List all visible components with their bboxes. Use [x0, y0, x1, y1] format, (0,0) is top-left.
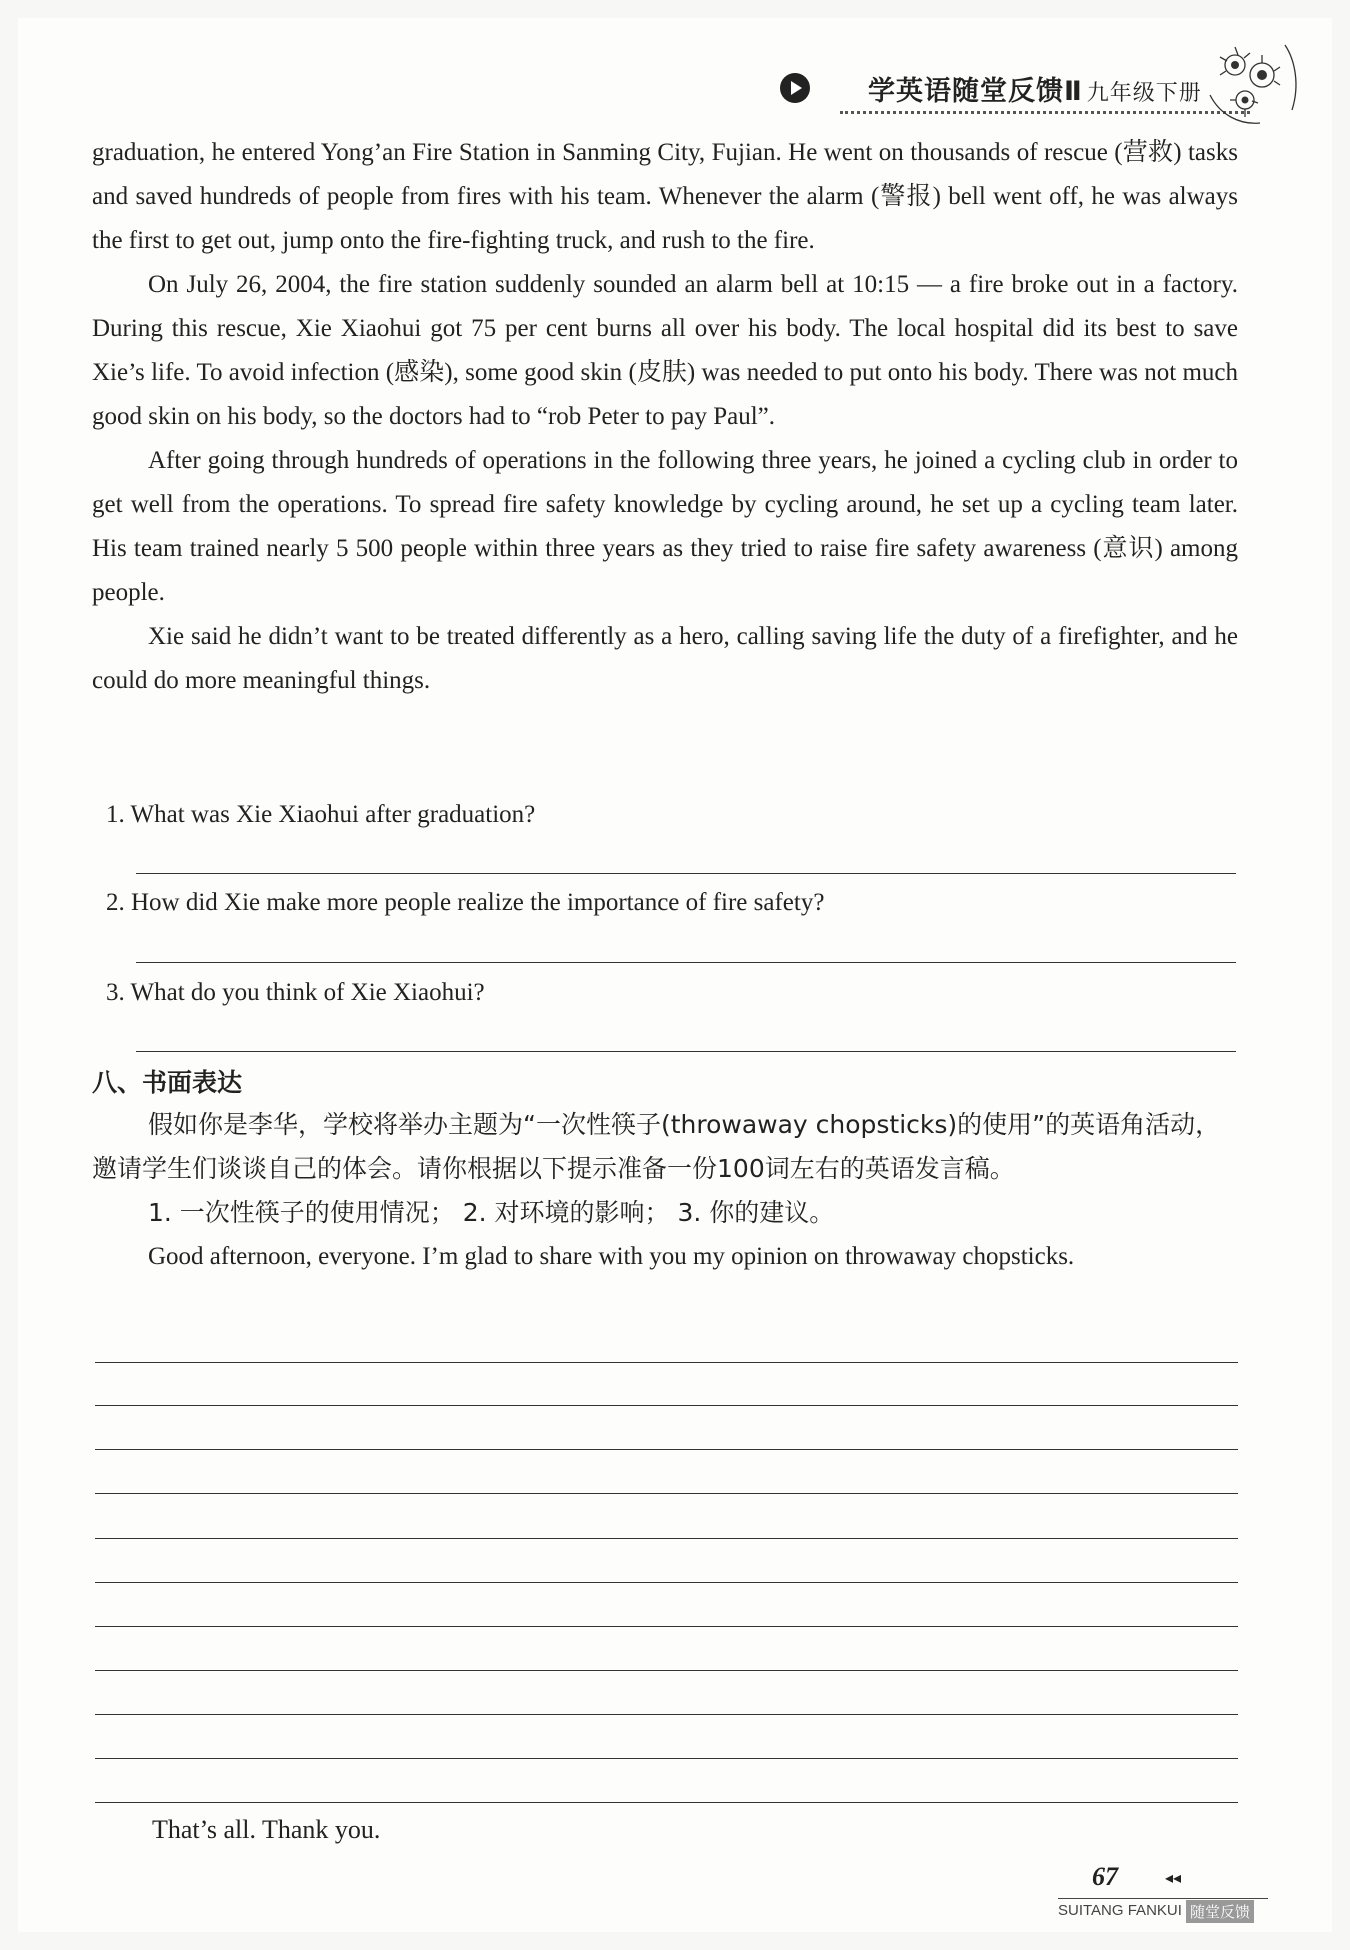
answer-line[interactable] [136, 873, 1236, 874]
question-2: 2. How did Xie make more people realize the importance of fire safety? [106, 889, 825, 916]
opening-sentence: Good afternoon, everyone. I’m glad to share with you my opinion on throwaway chopsticks. [148, 1243, 1075, 1270]
passage-paragraph: graduation, he entered Yong’an Fire Station in Sanming City, Fujian. He went on thousands of rescue (营救) tasks and saved hundreds of people from fires with his team. Whenever the alarm (警报) bell went off, he was always the first to get out, jump onto the fire-fighting truck, and rush to the fire. [92, 139, 1238, 254]
closing-sentence: That’s all. Thank you. [152, 1815, 381, 1844]
passage-paragraph: On July 26, 2004, the fire station suddenly sounded an alarm bell at 10:15 — a fire broke out in a factory. During this rescue, Xie Xiaohui got 75 per cent burns all over his body. The local hospital did its best to save Xie’s life. To avoid infection (感染), some good skin (皮肤) was needed to put onto his body. There was not much good skin on his body, so the doctors had to “rob Peter to pay Paul”. [92, 271, 1238, 430]
answer-line[interactable] [136, 1051, 1236, 1052]
writing-line[interactable] [95, 1405, 1238, 1406]
passage-paragraph: Xie said he didn’t want to be treated differently as a hero, calling saving life the duty of a firefighter, and he could do more meaningful things. [92, 623, 1238, 694]
header-divider [840, 111, 1250, 114]
writing-line[interactable] [95, 1538, 1238, 1539]
passage-paragraph: After going through hundreds of operations in the following three years, he joined a cycling club in order to get well from the operations. To spread fire safety knowledge by cycling around, he set up a cycling team later. His team trained nearly 5 500 people within three years as they tried to raise fire safety awareness (意识) among people. [92, 447, 1238, 606]
book-subtitle: 九年级下册 [1086, 81, 1202, 106]
arrows-icon: ◂◂ [1165, 1870, 1182, 1887]
footer-badge: 随堂反馈 [1186, 1900, 1254, 1923]
play-icon [780, 73, 810, 103]
reading-passage [92, 131, 1238, 703]
writing-line[interactable] [95, 1670, 1238, 1671]
question-1: 1. What was Xie Xiaohui after graduation? [106, 801, 536, 828]
writing-line[interactable] [95, 1582, 1238, 1583]
writing-prompt [92, 1103, 1238, 1235]
writing-line[interactable] [95, 1362, 1238, 1363]
footer-label: SUITANG FANKUI [1058, 1902, 1182, 1919]
writing-line[interactable] [95, 1802, 1238, 1803]
writing-line[interactable] [95, 1758, 1238, 1759]
footer-divider [1058, 1898, 1268, 1899]
flower-decoration-icon [1200, 25, 1310, 135]
book-title: 学英语随堂反馈Ⅱ 九年级下册 [868, 76, 1202, 107]
writing-line[interactable] [95, 1626, 1238, 1627]
writing-line[interactable] [95, 1449, 1238, 1450]
page-number: 67 [1092, 1862, 1118, 1891]
section-title: 八、书面表达 [92, 1068, 243, 1097]
answer-line[interactable] [136, 962, 1236, 963]
writing-instructions: 假如你是李华，学校将举办主题为“一次性筷子(throwaway chopsticks)的使用”的英语角活动，邀请学生们谈谈自己的体会。请你根据以下提示准备一份100词左右的英语发言稿。 [92, 1110, 1221, 1183]
writing-line[interactable] [95, 1493, 1238, 1494]
writing-line[interactable] [95, 1714, 1238, 1715]
page-header [780, 65, 1240, 115]
writing-hints: 1. 一次性筷子的使用情况； 2. 对环境的影响； 3. 你的建议。 [148, 1198, 835, 1227]
question-3: 3. What do you think of Xie Xiaohui? [106, 979, 485, 1006]
writing-opening [92, 1235, 1238, 1279]
